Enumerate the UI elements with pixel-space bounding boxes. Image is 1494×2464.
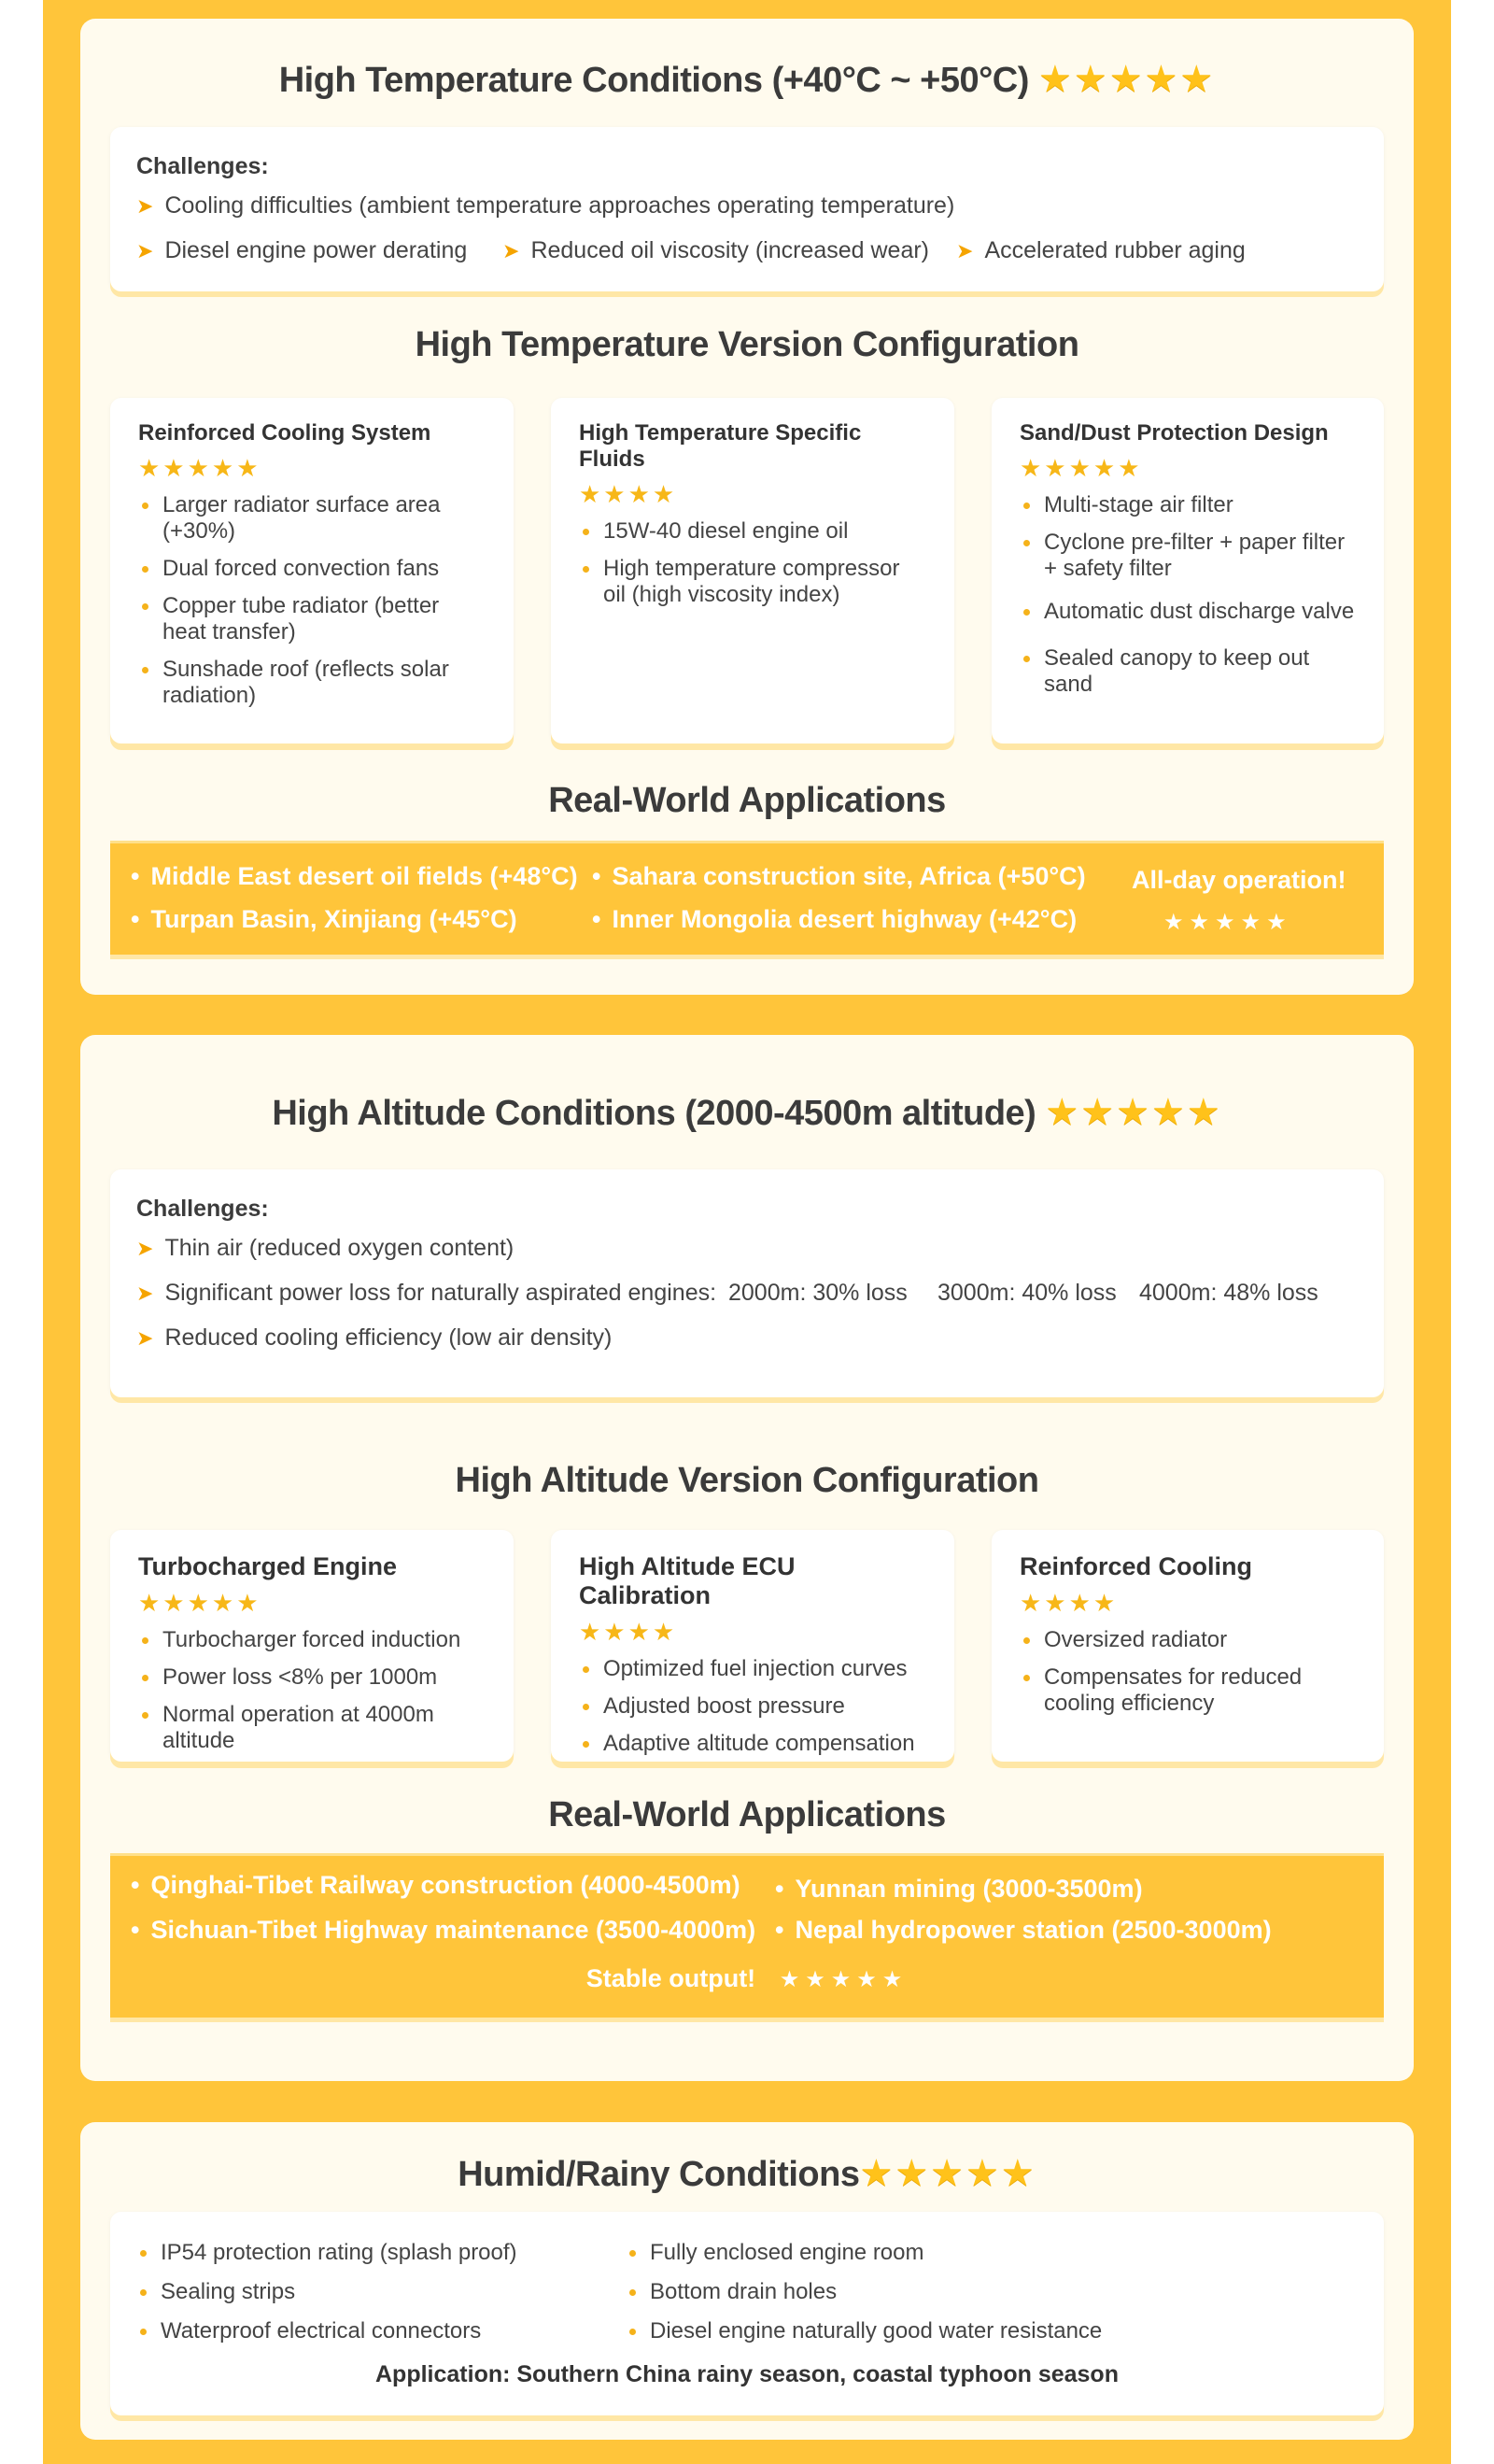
list-item: Copper tube radiator (better heat transfer) bbox=[138, 593, 487, 645]
config-card-turbo bbox=[110, 1530, 514, 1762]
star-rating-icon: ★★★★★ bbox=[1037, 59, 1216, 100]
list-item: Larger radiator surface area (+30%) bbox=[138, 492, 487, 545]
star-rating-icon: ★★★★ bbox=[579, 480, 678, 508]
list-item: Waterproof electrical connectors bbox=[136, 2318, 517, 2344]
arrow-icon: ➤ bbox=[136, 239, 154, 262]
arrow-icon: ➤ bbox=[136, 194, 154, 218]
list-item: Sunshade roof (reflects solar radiation) bbox=[138, 657, 487, 709]
config-card-fluids bbox=[551, 398, 954, 743]
challenges-card bbox=[110, 1169, 1384, 1397]
section-title-text: High Altitude Conditions (2000-4500m altitude) bbox=[272, 1094, 1036, 1133]
config-card-ecu bbox=[551, 1530, 954, 1762]
loss-2000: 2000m: 30% loss bbox=[728, 1280, 908, 1306]
challenge-item: ➤ Accelerated rubber aging bbox=[956, 237, 1246, 263]
list-item: Adaptive altitude compensation bbox=[579, 1731, 928, 1757]
star-rating-icon: ★★★★ bbox=[1020, 1589, 1119, 1617]
list-item: Cyclone pre-filter + paper filter + safety filter bbox=[1020, 530, 1358, 582]
apps-title: Real-World Applications bbox=[548, 1795, 946, 1834]
challenges-label: Challenges: bbox=[136, 1196, 269, 1222]
applications-bar bbox=[110, 841, 1384, 955]
high-altitude-section bbox=[80, 1035, 1414, 2081]
config-card-title: Turbocharged Engine bbox=[138, 1552, 398, 1580]
section-title-text: Humid/Rainy Conditions bbox=[458, 2155, 860, 2194]
config-title: High Altitude Version Configuration bbox=[455, 1461, 1039, 1500]
list-item: Automatic dust discharge valve bbox=[1020, 599, 1358, 625]
arrow-icon: ➤ bbox=[956, 239, 974, 262]
star-rating-icon: ★★★★★ bbox=[1163, 910, 1292, 935]
list-item: Optimized fuel injection curves bbox=[579, 1656, 928, 1682]
application-note: Application: Southern China rainy season, coastal typhoon season bbox=[375, 2361, 1119, 2387]
application-item: • Qinghai-Tibet Railway construction (4000-4500m) bbox=[131, 1871, 740, 1900]
list-item: Diesel engine naturally good water resistance bbox=[626, 2318, 1102, 2344]
list-item: Dual forced convection fans bbox=[138, 556, 487, 582]
list-item: Adjusted boost pressure bbox=[579, 1693, 928, 1720]
section-title bbox=[80, 2152, 1414, 2195]
list-item: Turbocharger forced induction bbox=[138, 1627, 487, 1653]
apps-note: Stable output! ★★★★★ bbox=[585, 1964, 909, 1992]
config-card-title: High Altitude ECU Calibration bbox=[579, 1552, 796, 1609]
star-rating-icon: ★★★★★ bbox=[138, 1589, 261, 1617]
config-title: High Temperature Version Configuration bbox=[415, 325, 1079, 364]
challenges-label: Challenges: bbox=[136, 153, 269, 179]
section-title-text: High Temperature Conditions (+40°C ~ +50°C) bbox=[278, 61, 1029, 100]
list-item: Sealed canopy to keep out sand bbox=[1020, 645, 1358, 698]
application-item: • Turpan Basin, Xinjiang (+45°C) bbox=[131, 905, 517, 934]
star-rating-icon: ★★★★★ bbox=[779, 1967, 909, 1992]
challenge-item: ➤ Cooling difficulties (ambient temperature approaches operating temperature) bbox=[136, 192, 955, 219]
challenges-card bbox=[110, 127, 1384, 291]
list-item: Power loss <8% per 1000m bbox=[138, 1664, 487, 1691]
config-card-cooling bbox=[110, 398, 514, 743]
list-item: Sealing strips bbox=[136, 2279, 517, 2305]
config-card-title: Reinforced Cooling bbox=[1020, 1552, 1252, 1580]
arrow-icon: ➤ bbox=[136, 1237, 154, 1260]
list-item: Fully enclosed engine room bbox=[626, 2240, 1102, 2266]
applications-bar bbox=[110, 1853, 1384, 2018]
list-item: Bottom drain holes bbox=[626, 2279, 1102, 2305]
section-title bbox=[80, 58, 1414, 101]
config-card-title: Sand/Dust Protection Design bbox=[1020, 420, 1329, 446]
star-rating-icon: ★★★★★ bbox=[138, 454, 261, 482]
loss-4000: 4000m: 48% loss bbox=[1139, 1280, 1318, 1306]
config-card-title: High Temperature Specific Fluids bbox=[579, 420, 862, 472]
arrow-icon: ➤ bbox=[136, 1326, 154, 1350]
list-item: Oversized radiator bbox=[1020, 1627, 1358, 1653]
apps-title: Real-World Applications bbox=[548, 781, 946, 820]
application-item: • Yunnan mining (3000-3500m) bbox=[775, 1875, 1143, 1904]
application-item: • Middle East desert oil fields (+48°C) bbox=[131, 862, 578, 891]
list-item: High temperature compressor oil (high viscosity index) bbox=[579, 556, 928, 608]
config-card-title: Reinforced Cooling System bbox=[138, 420, 431, 446]
application-item: • Nepal hydropower station (2500-3000m) bbox=[775, 1916, 1272, 1945]
challenge-item: ➤ Reduced oil viscosity (increased wear) bbox=[502, 237, 929, 263]
arrow-icon: ➤ bbox=[502, 239, 520, 262]
config-card-cooling bbox=[992, 1530, 1384, 1762]
application-item: • Sichuan-Tibet Highway maintenance (3500-4000m) bbox=[131, 1916, 755, 1945]
humid-list-left bbox=[136, 2240, 517, 2358]
star-rating-icon: ★★★★★ bbox=[859, 2153, 1036, 2194]
challenge-item: ➤ Reduced cooling efficiency (low air density) bbox=[136, 1324, 613, 1351]
apps-note: All-day operation! bbox=[1132, 866, 1346, 894]
list-item: 15W-40 diesel engine oil bbox=[579, 518, 928, 545]
arrow-icon: ➤ bbox=[136, 1282, 154, 1305]
list-item: Normal operation at 4000m altitude bbox=[138, 1702, 487, 1754]
challenge-item: ➤ Diesel engine power derating bbox=[136, 237, 468, 263]
humid-card bbox=[110, 2212, 1384, 2415]
star-rating-icon: ★★★★ bbox=[579, 1618, 678, 1646]
list-item: Multi-stage air filter bbox=[1020, 492, 1358, 518]
humid-rainy-section bbox=[80, 2122, 1414, 2440]
high-temperature-section bbox=[80, 19, 1414, 995]
list-item: Compensates for reduced cooling efficiency bbox=[1020, 1664, 1358, 1717]
loss-3000: 3000m: 40% loss bbox=[937, 1280, 1117, 1306]
humid-list-right bbox=[626, 2240, 1102, 2358]
section-title bbox=[80, 1091, 1414, 1134]
list-item: IP54 protection rating (splash proof) bbox=[136, 2240, 517, 2266]
challenge-item: ➤ Thin air (reduced oxygen content) bbox=[136, 1235, 514, 1261]
star-rating-icon: ★★★★★ bbox=[1020, 454, 1143, 482]
challenge-item: ➤ Significant power loss for naturally aspirated engines: bbox=[136, 1280, 717, 1306]
config-card-dust bbox=[992, 398, 1384, 743]
application-item: • Sahara construction site, Africa (+50°C) bbox=[592, 862, 1086, 891]
star-rating-icon: ★★★★★ bbox=[1045, 1092, 1222, 1133]
application-item: • Inner Mongolia desert highway (+42°C) bbox=[592, 905, 1077, 934]
